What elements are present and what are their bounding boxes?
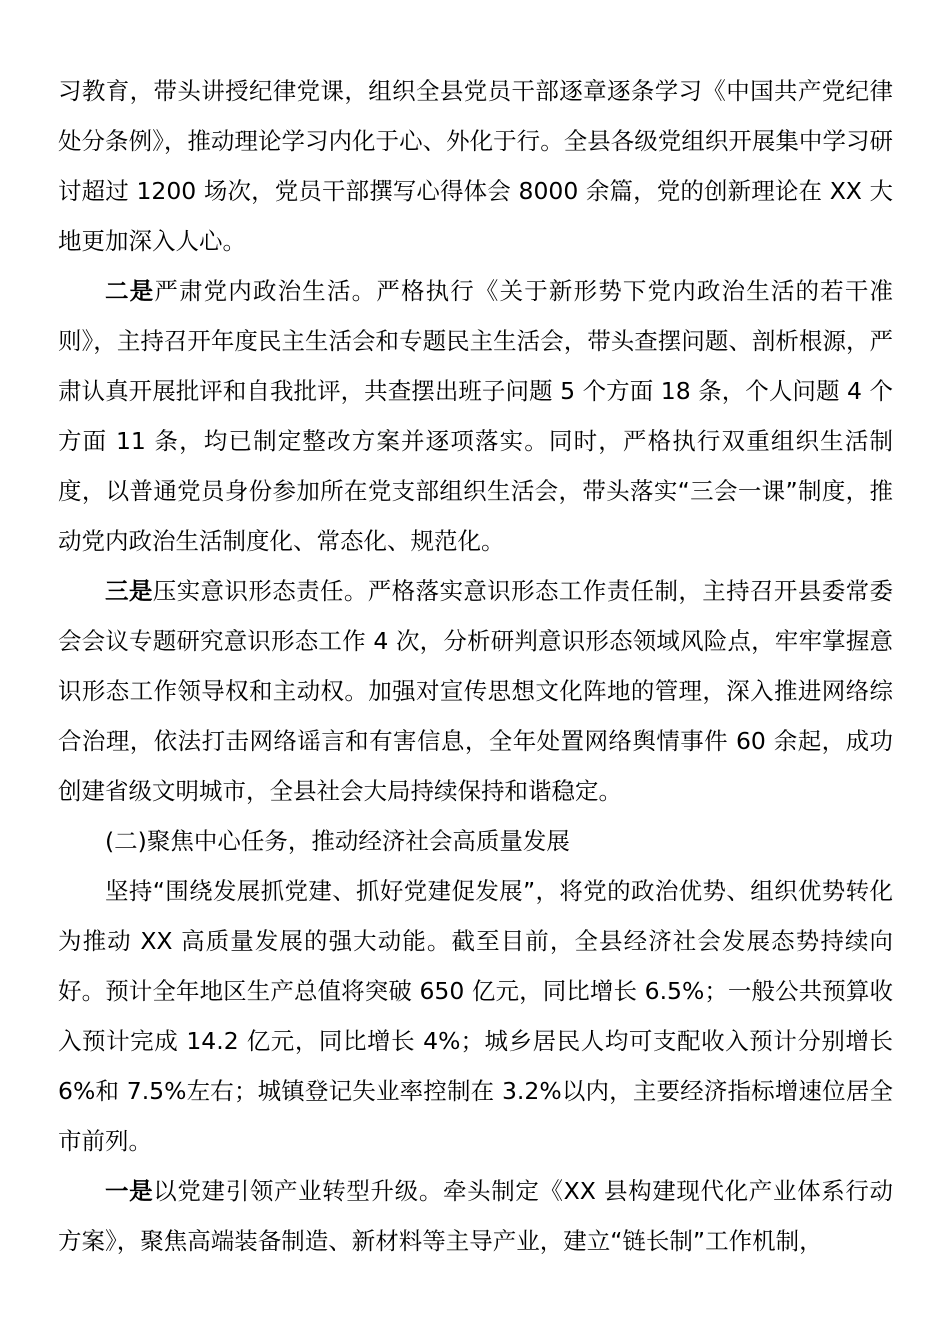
paragraph-ideology-responsibility [58,566,893,816]
paragraph-lead: 一是 [105,1177,154,1205]
paragraph-text: 以党建引领产业转型升级。牵头制定《XX 县构建现代化产业体系行动方案》，聚焦高端装备制造、新材料等主导产业，建立“链长制”工作机制， [58,1177,893,1255]
paragraph-text: 习教育，带头讲授纪律党课，组织全县党员干部逐章逐条学习《中国共产党纪律处分条例》，推动理论学习内化于心、外化于行。全县各级党组织开展集中学习研讨超过 1200 场次，党员干部撰写心得体会 8000 余篇，党的创新理论在 XX 大地更加深入人心。 [58,77,893,255]
paragraph-text: 坚持“围绕发展抓党建、抓好党建促发展”，将党的政治优势、组织优势转化为推动 XX 高质量发展的强大动能。截至目前，全县经济社会发展态势持续向好。预计全年地区生产总值将突破 650 亿元，同比增长 6.5%；一般公共预算收入预计完成 14.2 亿元，同比增长 4%；城乡居民人均可支配收入预计分别增长 6%和 7.5%左右；城镇登记失业率控制在 3.2%以内，主要经济指标增速位居全市前列。 [58,877,893,1155]
document-body [58,66,893,1266]
paragraph-study-education [58,66,893,266]
paragraph-development-summary [58,866,893,1166]
section-heading [58,816,893,866]
section-heading-text: (二)聚焦中心任务，推动经济社会高质量发展 [105,827,570,855]
paragraph-lead: 三是 [105,577,153,605]
paragraph-text: 严肃党内政治生活。严格执行《关于新形势下党内政治生活的若干准则》，主持召开年度民主生活会和专题民主生活会，带头查摆问题、剖析根源，严肃认真开展批评和自我批评，共查摆出班子问题 5 个方面 18 条，个人问题 4 个方面 11 条，均已制定整改方案并逐项落实。同时，严格执行双重组织生活制度，以普通党员身份参加所在党支部组织生活会，带头落实“三会一课”制度，推动党内政治生活制度化、常态化、规范化。 [58,277,894,555]
paragraph-industry-upgrade [58,1166,893,1266]
paragraph-party-political-life [58,266,893,566]
paragraph-text: 压实意识形态责任。严格落实意识形态工作责任制，主持召开县委常委会会议专题研究意识形态工作 4 次，分析研判意识形态领域风险点，牢牢掌握意识形态工作领导权和主动权。加强对宣传思想文化阵地的管理，深入推进网络综合治理，依法打击网络谣言和有害信息，全年处置网络舆情事件 60 余起，成功创建省级文明城市，全县社会大局持续保持和谐稳定。 [58,577,893,805]
paragraph-lead: 二是 [105,277,155,305]
